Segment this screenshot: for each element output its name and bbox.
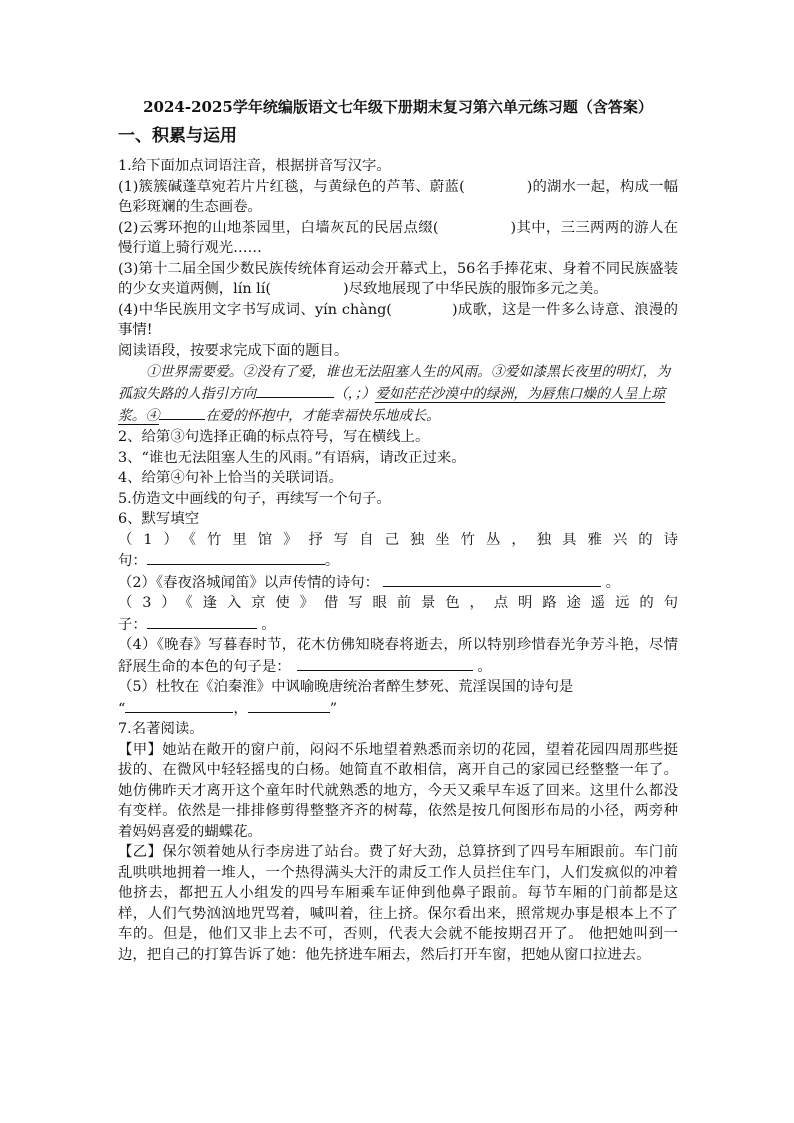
q6-item-2-text: （2）《春夜洛城闻笛》以声传情的诗句： xyxy=(118,574,379,591)
answer-blank-6-1[interactable] xyxy=(147,550,325,565)
q6-item-1-line-1: （1）《竹里馆》抒写自己独坐竹丛，独具雅兴的诗 xyxy=(118,531,678,548)
q1-item-3 xyxy=(118,259,678,300)
q6-item-5 xyxy=(118,677,678,719)
excerpt-jia: 【甲】她站在敞开的窗户前，闷闷不乐地望着熟悉而亲切的花园，望着花园四周那些挺拔的、在微风中轻轻摇曳的白杨。她简直不敢相信，离开自己的家园已经整整一年了。她仿佛昨天才离开这个童年时代就熟悉的地方，今天又乘早车返了回来。这里什么都没有变样。依然是一排排修剪得整整齐齐的树莓，依然是按几何图形布局的小径，两旁种着妈妈喜爱的蝴蝶花。 xyxy=(118,741,678,840)
q6-title: 6、默写填空 xyxy=(118,511,200,527)
question-5: 5.仿造文中画线的句子，再续写一个句子。 xyxy=(118,490,391,507)
answer-blank-6-5b[interactable] xyxy=(248,698,330,713)
punctuation-options: （，；） xyxy=(333,386,376,402)
q1-item-1 xyxy=(118,177,678,218)
q6-item-4-text: （4）《晚春》写暮春时节，花木仿佛知晓春将逝去，所以特别珍惜春光争芳斗艳，尽情舒展生命的本色的句子是： xyxy=(118,637,678,675)
question-4: 4、给第④句补上恰当的关联词语。 xyxy=(118,470,344,486)
answer-blank-6-5a[interactable] xyxy=(125,698,233,713)
section-title: 一、积累与运用 xyxy=(118,126,237,146)
document-title: 2024-2025学年统编版语文七年级下册期末复习第六单元练习题（含答案） xyxy=(143,98,653,116)
q6-item-2 xyxy=(118,572,678,594)
reading-passage xyxy=(118,361,678,427)
worksheet-page xyxy=(118,96,678,965)
excerpt-yi: 【乙】保尔领着她从行李房进了站台。费了好大劲，总算挤到了四号车厢跟前。车门前乱哄哄地拥着一堆人，一个热得满头大汗的肃反工作人员拦住车门，人们发疯似的冲着他挤去，都把五人小组发的四号车厢乘车证伸到他鼻子跟前。每节车厢的门前都是这样，人们气势汹汹地咒骂着，喊叫着，往上挤。保尔看出来，照常规办事是根本上不了车的。但是，他们又非上去不可，否则，代表大会就不能按期召开了。 他把她叫到一边，把自己的打算告诉了她：他先挤进车厢去，然后打开车窗，把她从窗口拉进去。 xyxy=(118,844,678,963)
answer-blank-punctuation[interactable] xyxy=(256,383,334,398)
q6-item-5-text: （5）杜牧在《泊秦淮》中讽喻晚唐统治者醉生梦死、荒淫误国的诗句是 xyxy=(118,679,574,695)
answer-blank-6-2[interactable] xyxy=(383,572,601,587)
answer-blank-conjunction[interactable] xyxy=(159,405,205,420)
q1-item-4 xyxy=(118,300,678,341)
q1-intro: 1.给下面加点词语注音，根据拼音写汉字。 xyxy=(118,158,391,174)
question-2: 2、给第③句选择正确的标点符号，写在横线上。 xyxy=(118,429,430,445)
q6-item-1-line-2 xyxy=(118,550,678,572)
answer-blank-6-3[interactable] xyxy=(147,614,257,629)
q1-item-3-text-a: (3)第十二届全国少数民族传统体育运动会开幕式上，56名手捧花束、身着不同民族盛装的少女夹道两侧，lín lí( xyxy=(118,260,678,297)
q1-item-2-text-a: (2)云雾环抱的山地茶园里，白墙灰瓦的民居点缀( xyxy=(118,219,439,236)
answer-blank-6-4[interactable] xyxy=(297,656,473,671)
passage-underlined-sentence: 爱如茫茫沙漠中的绿洲，为唇焦口燥的人呈上琼浆。④ xyxy=(118,386,666,424)
q1-item-3-text-b: )尽致地展现了中华民族的服饰多元之美。 xyxy=(343,281,608,297)
q6-item-5-open-quote: “ xyxy=(118,700,126,717)
q6-item-3-prefix: 子： xyxy=(118,616,147,633)
q1-item-2 xyxy=(118,218,678,259)
passage-text-c: 在爱的怀抱中，才能幸福快乐地成长。 xyxy=(205,408,440,424)
q7-title: 7.名著阅读。 xyxy=(118,721,204,737)
q1-item-1-text-b: )的湖水一起，构成一幅色彩斑斓的生态画卷。 xyxy=(118,178,678,215)
q1-item-2-text-b: )其中，三三两两的游人在慢行道上骑行观光…… xyxy=(118,219,678,256)
q6-item-5-comma: ， xyxy=(233,700,248,717)
q1-item-1-text-a: (1)簇簇碱蓬草宛若片片红毯，与黄绿色的芦苇、蔚蓝( xyxy=(118,178,465,195)
q1-item-4-text-a: (4)中华民族用文字书写成词、yín chàng( xyxy=(118,301,392,318)
q6-item-3-line-1: （3）《逢入京使》借写眼前景色，点明路途遥远的句 xyxy=(118,595,678,611)
q6-item-1-end: 。 xyxy=(324,553,340,569)
q6-item-3-line-2 xyxy=(118,614,678,636)
q1-item-4-text-b: )成歌，这是一件多么诗意、浪漫的事情! xyxy=(118,301,678,338)
passage-text-a: ①世界需要爱。②没有了爱，谁也无法阻塞人生的风雨。③爱如漆黑长夜里的明灯，为孤寂失路的人指引方向 xyxy=(118,364,671,402)
reading-intro: 阅读语段，按要求完成下面的题目。 xyxy=(118,342,349,359)
q6-item-4-end: 。 xyxy=(477,658,492,675)
q6-item-1-prefix: 句： xyxy=(118,553,147,569)
q6-item-5-close-quote: ” xyxy=(329,700,338,717)
q6-item-2-end: 。 xyxy=(605,574,620,591)
question-3: 3、“谁也无法阻塞人生的风雨。”有语病，请改正过来。 xyxy=(118,449,466,466)
q6-item-3-end: 。 xyxy=(261,616,276,633)
q6-item-4 xyxy=(118,635,678,677)
